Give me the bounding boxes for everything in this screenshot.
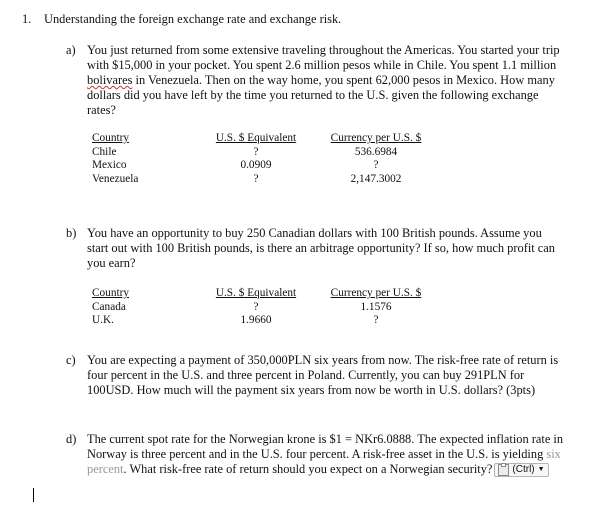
clipboard-icon <box>498 464 509 476</box>
table-cell: ? <box>253 172 259 185</box>
table-row <box>92 314 426 328</box>
column-header: U.S. $ Equivalent <box>215 287 297 299</box>
table-cell: 0.0909 <box>240 159 272 171</box>
part-b <box>66 226 566 328</box>
table-header-row <box>92 132 426 146</box>
part-a-label: a) <box>66 43 76 57</box>
question-heading <box>22 12 341 27</box>
exchange-rate-table-b <box>92 287 426 328</box>
part-a <box>66 43 566 186</box>
column-header: Country <box>92 132 130 144</box>
exchange-rate-table-a <box>92 132 426 186</box>
obscured-text: six percent <box>87 447 561 476</box>
part-c <box>66 353 566 398</box>
misspelled-word: bolivares <box>87 73 133 87</box>
question-number: 1. <box>22 12 32 26</box>
table-cell: Mexico <box>92 159 127 171</box>
table-row <box>92 146 426 160</box>
part-d <box>66 432 566 477</box>
part-d-label: d) <box>66 432 77 446</box>
table-row <box>92 159 426 173</box>
part-c-label: c) <box>66 353 76 367</box>
table-cell: ? <box>373 314 379 326</box>
table-cell: ? <box>373 159 379 171</box>
column-header: Currency per U.S. $ <box>330 287 422 299</box>
table-row <box>92 301 426 315</box>
column-header: Country <box>92 287 130 299</box>
paste-options-button[interactable] <box>494 463 548 477</box>
chevron-down-icon: ▼ <box>537 466 545 474</box>
table-cell: U.K. <box>92 314 114 326</box>
part-b-label: b) <box>66 226 77 240</box>
text-cursor <box>33 488 34 502</box>
table-cell: Chile <box>92 145 117 158</box>
part-a-text: You just returned from some extensive traveling throughout the Americas. You started your trip with $15,000 in your pocket. You spent 2.6 million pesos while in Chile. You spent 1.1 million bolivares in Venezuela. Then on the way home, you spent 62,000 pesos in Mexico. How many dollars did you have left by the time you returned to the U.S. given the following exchange rates? <box>87 43 560 117</box>
table-cell: 536.6984 <box>354 145 398 158</box>
table-cell: Canada <box>92 300 126 313</box>
table-cell: 2,147.3002 <box>350 172 402 185</box>
table-cell: 1.1576 <box>360 300 392 313</box>
table-cell: ? <box>253 300 259 313</box>
table-row <box>92 173 426 187</box>
table-header-row <box>92 287 426 301</box>
table-cell: ? <box>253 145 259 158</box>
column-header: U.S. $ Equivalent <box>215 132 297 144</box>
table-cell: 1.9660 <box>240 314 272 326</box>
column-header: Currency per U.S. $ <box>330 132 422 144</box>
part-b-text: You have an opportunity to buy 250 Canadian dollars with 100 British pounds. Assume you start out with 100 British pounds, is there an arbitrage opportunity? If so, how much profit can you earn? <box>87 226 556 270</box>
paste-options-label: (Ctrl) <box>512 464 535 476</box>
question-title: Understanding the foreign exchange rate and exchange risk. <box>44 12 342 26</box>
table-cell: Venezuela <box>92 172 139 185</box>
part-c-text: You are expecting a payment of 350,000PLN six years from now. The risk-free rate of return is four percent in the U.S. and three percent in Poland. Currently, you can buy 291PLN for 100USD. How much will the payment six years from now be worth in U.S. dollars? (3pts) <box>87 353 559 397</box>
part-d-text: The current spot rate for the Norwegian krone is $1 = NKr6.0888. The expected inflation rate in Norway is three percent and in the U.S. four percent. A risk-free asset in the U.S. is yielding six percent. What risk-free rate of return should you expect on a Norwegian security? (Ctrl) ▼ <box>87 432 564 476</box>
